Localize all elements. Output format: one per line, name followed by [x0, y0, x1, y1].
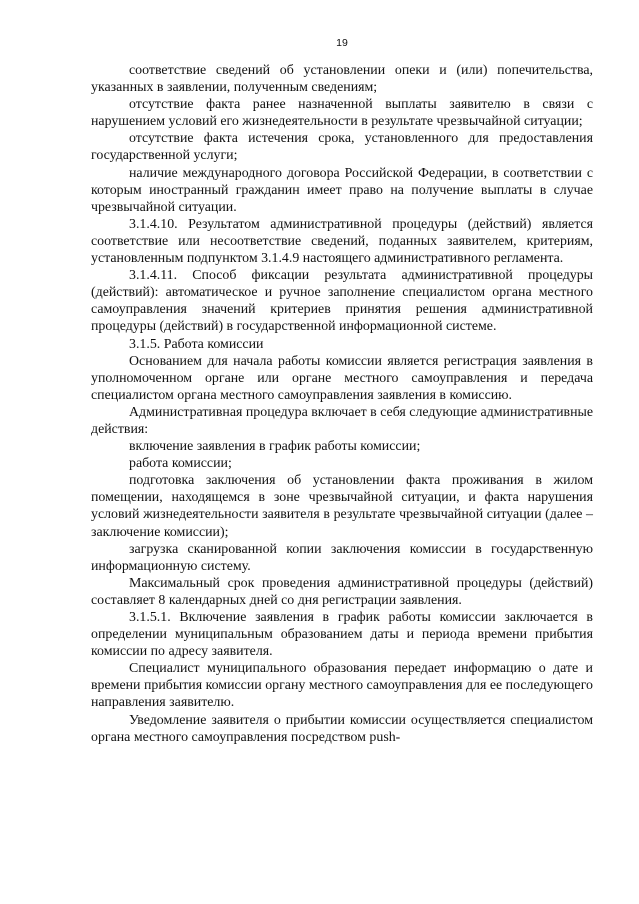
- paragraph-max-duration: Максимальный срок проведения административной процедуры (действий) составляет 8 календарных дней со дня регистрации заявления.: [91, 575, 593, 608]
- paragraph-municipal-specialist: Специалист муниципального образования передает информацию о дате и времени прибытия комиссии органу местного самоуправления для ее последующего направления заявителю.: [91, 661, 593, 711]
- section-heading-3-1-5: 3.1.5. Работа комиссии: [129, 336, 264, 352]
- paragraph-commission-basis: Основанием для начала работы комиссии является регистрация заявления в уполномоченном органе или органе местного самоуправления и передача специалистом органа местного самоуправления заявления в комиссию.: [91, 353, 593, 403]
- paragraph-no-prior-payment: отсутствие факта ранее назначенной выплаты заявителю в связи с нарушением условий его жизнедеятельности в результате чрезвычайной ситуации;: [91, 97, 593, 130]
- paragraph-3-1-4-10: 3.1.4.10. Результатом административной процедуры (действий) является соответствие или несоответствие сведений, поданных заявителем, критериям, установленным подпунктом 3.1.4.9 настоящего административного регламента.: [91, 216, 593, 267]
- paragraph-guardianship-check: соответствие сведений об установлении опеки и (или) попечительства, указанных в заявлении, полученным сведениям;: [91, 63, 593, 96]
- paragraph-deadline-not-expired: отсутствие факта истечения срока, установленного для предоставления государственной услуги;: [91, 131, 593, 164]
- paragraph-procedure-actions: Административная процедура включает в себя следующие административные действия:: [91, 404, 593, 437]
- list-item-schedule: включение заявления в график работы комиссии;: [129, 439, 421, 455]
- paragraph-notification: Уведомление заявителя о прибытии комиссии осуществляется специалистом органа местного самоуправления посредством push-: [91, 712, 593, 745]
- list-item-upload-scan: загрузка сканированной копии заключения комиссии в государственную информационную систему.: [91, 541, 593, 574]
- list-item-commission-work: работа комиссии;: [129, 456, 232, 472]
- paragraph-3-1-5-1: 3.1.5.1. Включение заявления в график работы комиссии заключается в определении муниципальным образованием даты и периода времени прибытия комиссии по адресу заявителя.: [91, 610, 593, 660]
- paragraph-3-1-4-11: 3.1.4.11. Способ фиксации результата административной процедуры (действий): автоматическое и ручное заполнение специалистом органа местного самоуправления значений критериев принятия решения административной процедуры (действий) в государственной информационной системе.: [91, 268, 593, 335]
- paragraph-international-treaty: наличие международного договора Российской Федерации, в соответствии с которым иностранный гражданин имеет право на получение выплаты в случае чрезвычайной ситуации.: [91, 165, 593, 215]
- page-number: 19: [336, 37, 348, 49]
- list-item-conclusion: подготовка заключения об установлении факта проживания в жилом помещении, находящемся в зоне чрезвычайной ситуации, и факта нарушения условий жизнедеятельности заявителя в результате чрезвычайной ситуации (далее – заключение комиссии);: [91, 473, 593, 540]
